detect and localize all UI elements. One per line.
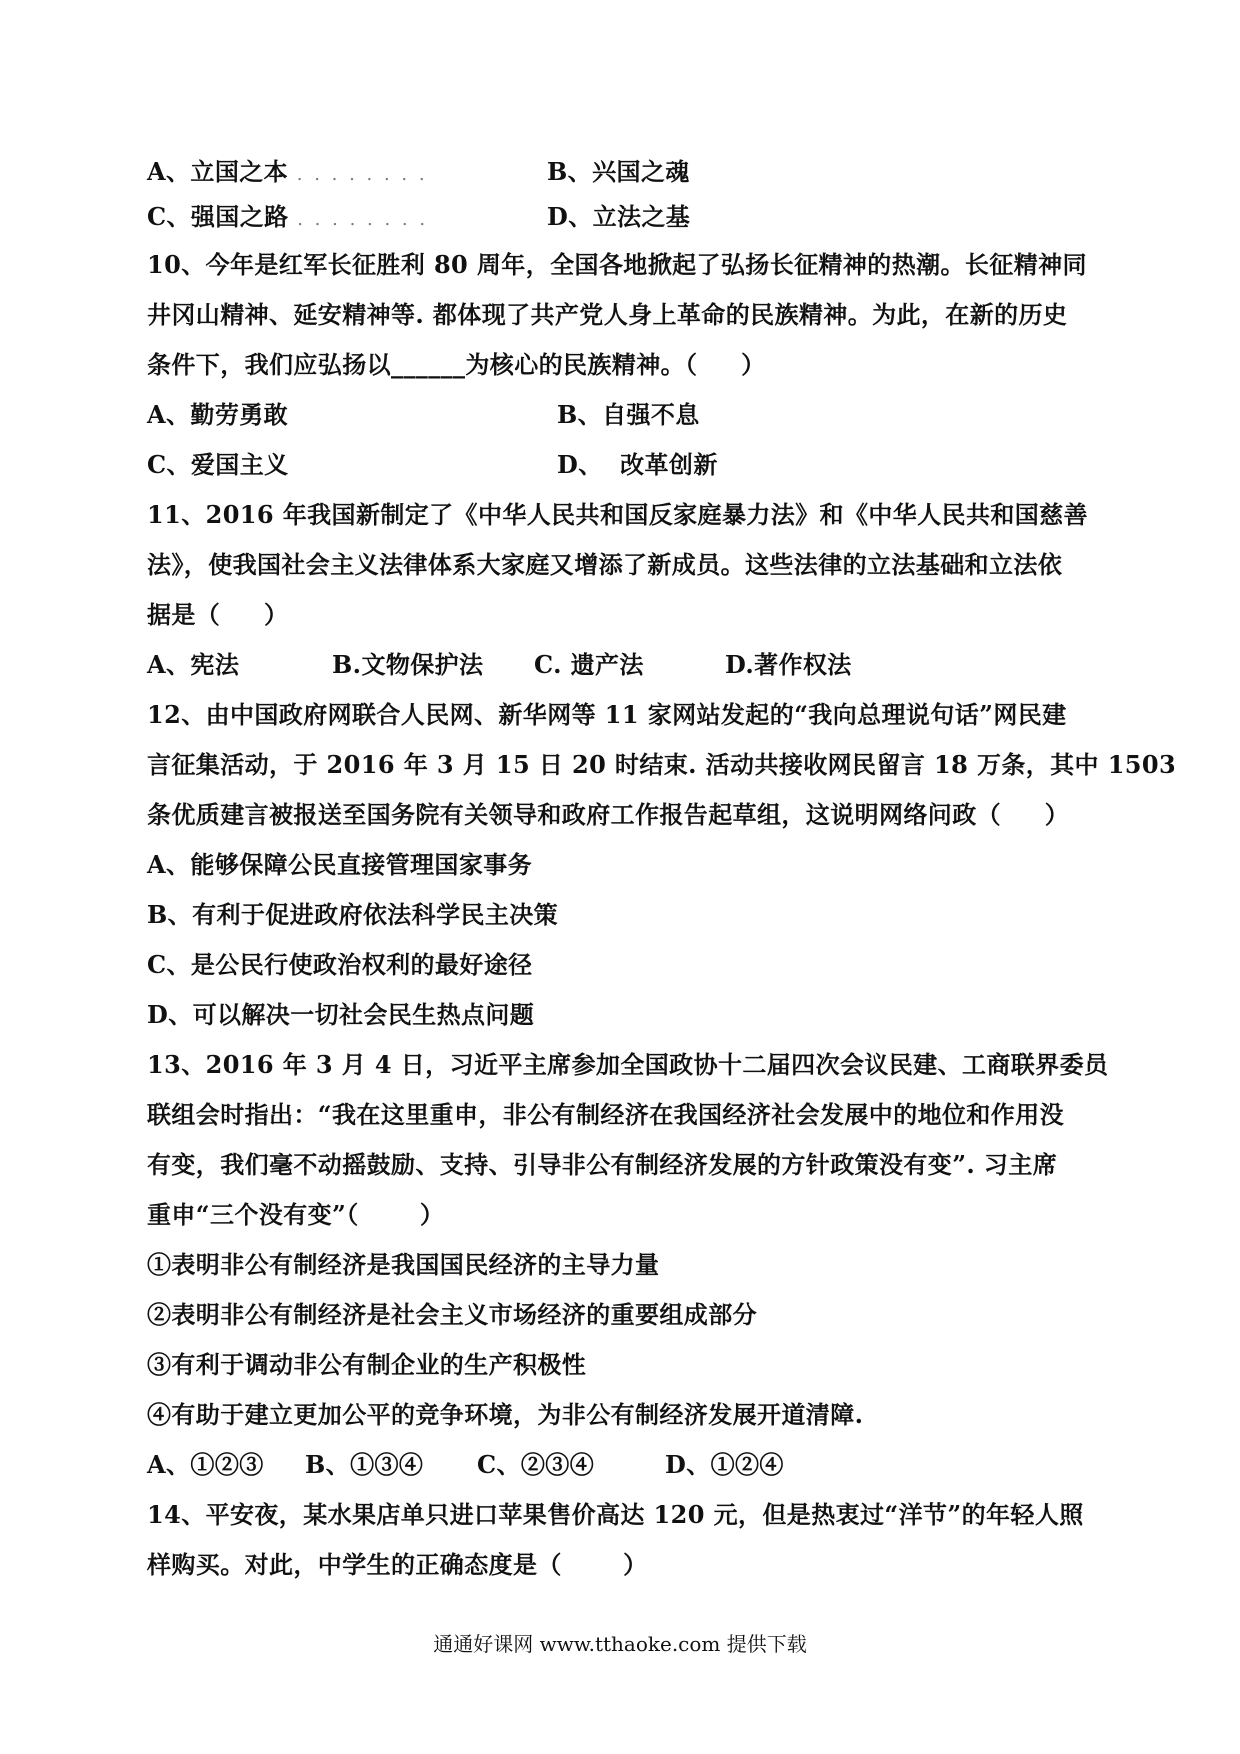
q10-stem-line-3: 条件下，我们应弘扬以______为核心的民族精神。（ ） bbox=[147, 350, 766, 379]
q11-stem-line-3: 据是（ ） bbox=[147, 600, 289, 629]
q11-stem-line-2: 法》，使我国社会主义法律体系大家庭又增添了新成员。这些法律的立法基础和立法依 bbox=[147, 550, 1063, 579]
q11-option-c: C. 遗产法 bbox=[534, 650, 644, 679]
q10-stem-line-2: 井冈山精神、延安精神等. 都体现了共产党人身上革命的民族精神。为此，在新的历史 bbox=[147, 300, 1068, 329]
q13-statement-3: ③有利于调动非公有制企业的生产积极性 bbox=[147, 1350, 587, 1379]
q11-option-d: D.著作权法 bbox=[725, 650, 852, 679]
q14-stem-line-1: 14、平安夜，某水果店单只进口苹果售价高达 120 元，但是热衷过“洋节”的年轻人照 bbox=[147, 1500, 1084, 1529]
q10-stem-line-1: 10、今年是红军长征胜利 80 周年，全国各地掀起了弘扬长征精神的热潮。长征精神同 bbox=[147, 250, 1087, 279]
q13-statement-2: ②表明非公有制经济是社会主义市场经济的重要组成部分 bbox=[147, 1300, 757, 1329]
q9-option-b: B、兴国之魂 bbox=[547, 157, 690, 186]
q12-stem-line-1: 12、由中国政府网联合人民网、新华网等 11 家网站发起的“我向总理说句话”网民建 bbox=[147, 700, 1067, 729]
q13-stem-line-4: 重申“三个没有变”（ ） bbox=[147, 1200, 445, 1229]
q13-option-d: D、①②④ bbox=[665, 1450, 784, 1479]
q9-option-a: A、立国之本 bbox=[147, 157, 289, 186]
q13-option-a: A、①②③ bbox=[147, 1450, 264, 1479]
q11-option-b: B.文物保护法 bbox=[332, 650, 484, 679]
q12-stem-line-2: 言征集活动，于 2016 年 3 月 15 日 20 时结束. 活动共接收网民留言 18 万条，其中 1503 bbox=[147, 750, 1177, 779]
q11-options-row bbox=[147, 648, 852, 682]
page-footer: 通通好课网 www.tthaoke.com 提供下载 bbox=[433, 1632, 807, 1656]
q9-options-row-2: C、强国之路 . . . . . . . . D、立法之基 bbox=[147, 200, 437, 237]
q12-option-a: A、能够保障公民直接管理国家事务 bbox=[147, 850, 533, 879]
q12-option-b: B、有利于促进政府依法科学民主决策 bbox=[147, 900, 559, 929]
q9-option-c: C、强国之路 bbox=[147, 202, 289, 231]
q13-stem-line-2: 联组会时指出：“我在这里重申，非公有制经济在我国经济社会发展中的地位和作用没 bbox=[147, 1100, 1065, 1129]
q14-stem-line-2: 样购买。对此，中学生的正确态度是（ ） bbox=[147, 1550, 648, 1579]
q10-option-d: D、 改革创新 bbox=[557, 450, 718, 479]
q11-stem-line-1: 11、2016 年我国新制定了《中华人民共和国反家庭暴力法》和《中华人民共和国慈善 bbox=[147, 500, 1088, 529]
q9-options-row-1: A、立国之本 . . . . . . . . B、兴国之魂 bbox=[147, 155, 436, 192]
q9-option-d: D、立法之基 bbox=[547, 202, 691, 231]
q13-statement-1: ①表明非公有制经济是我国国民经济的主导力量 bbox=[147, 1250, 660, 1279]
q13-options-row bbox=[147, 1448, 784, 1482]
q13-option-c: C、②③④ bbox=[477, 1450, 595, 1479]
q13-statement-4: ④有助于建立更加公平的竞争环境，为非公有制经济发展开道清障. bbox=[147, 1400, 864, 1429]
q12-option-c: C、是公民行使政治权利的最好途径 bbox=[147, 950, 533, 979]
q10-options-row-1 bbox=[147, 398, 700, 432]
q13-stem-line-1: 13、2016 年 3 月 4 日，习近平主席参加全国政协十二届四次会议民建、工商联界委员 bbox=[147, 1050, 1109, 1079]
q10-options-row-2 bbox=[147, 448, 718, 482]
q10-option-a: A、勤劳勇敢 bbox=[147, 400, 289, 429]
q12-stem-line-3: 条优质建言被报送至国务院有关领导和政府工作报告起草组，这说明网络问政（ ） bbox=[147, 800, 1070, 829]
q10-option-b: B、自强不息 bbox=[557, 400, 700, 429]
q12-option-d: D、可以解决一切社会民生热点问题 bbox=[147, 1000, 535, 1029]
q11-option-a: A、宪法 bbox=[147, 650, 240, 679]
q13-option-b: B、①③④ bbox=[305, 1450, 424, 1479]
q10-option-c: C、爱国主义 bbox=[147, 450, 289, 479]
q13-stem-line-3: 有变，我们毫不动摇鼓励、支持、引导非公有制经济发展的方针政策没有变”. 习主席 bbox=[147, 1150, 1058, 1179]
